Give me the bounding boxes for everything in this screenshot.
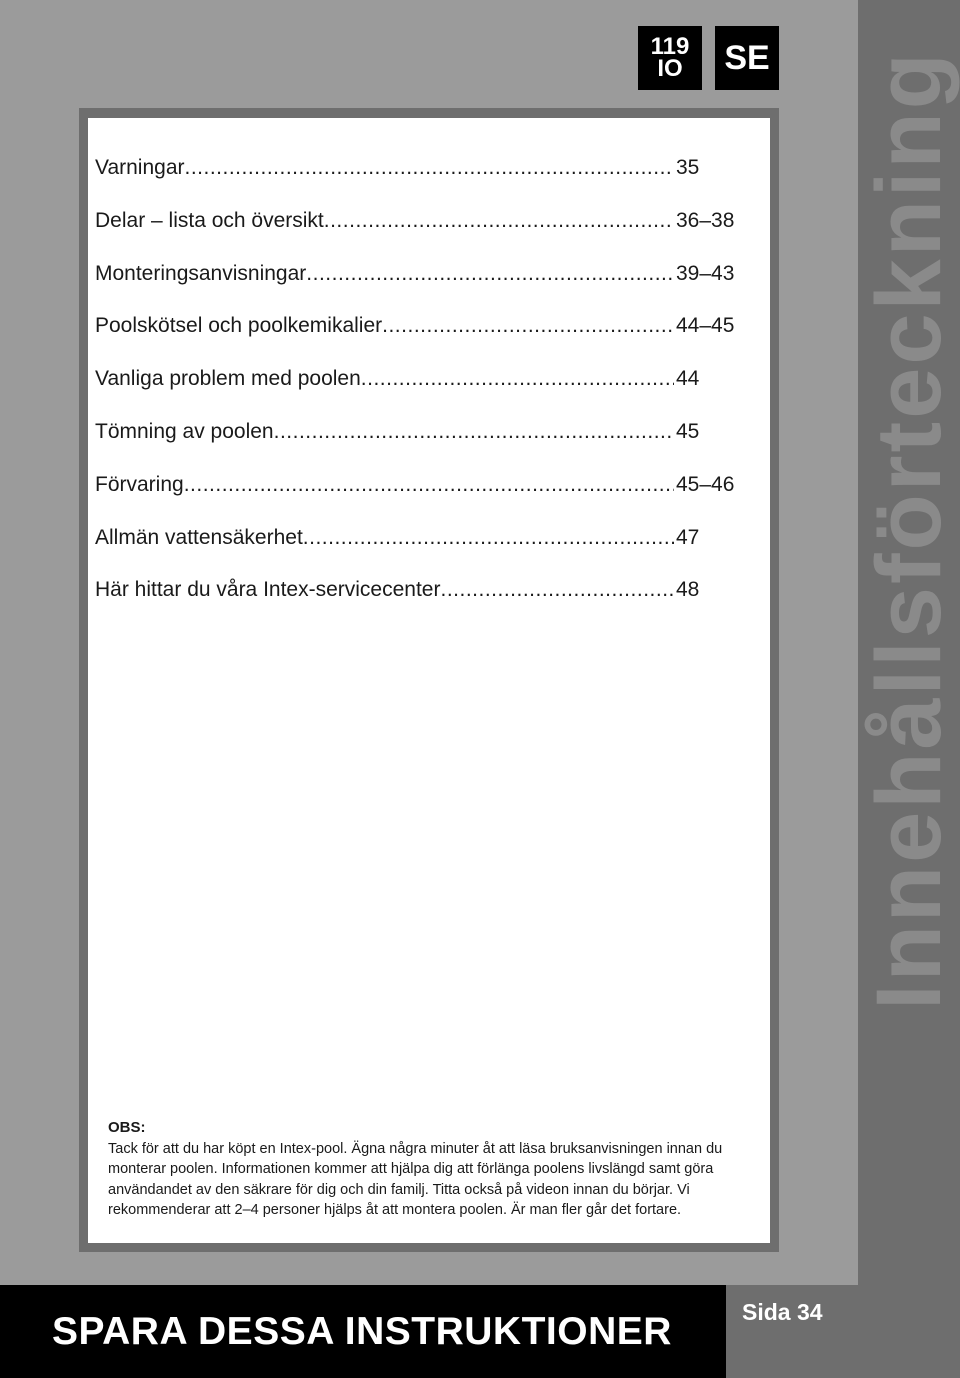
toc-entry-page: 36–38 [676,208,735,232]
toc-entry-title: Förvaring [95,472,184,496]
toc-entry-title: Delar – lista och översikt [95,208,324,232]
toc-entry-page: 47 [676,525,700,549]
content-panel-inner [88,118,770,1243]
toc-leader-dots [361,367,674,391]
note-block [108,1118,758,1221]
product-code-line2: IO [657,55,683,82]
footer-bar [0,1285,726,1378]
toc-leader-dots [184,473,674,497]
toc-entry[interactable] [95,578,738,631]
toc-entry-title: Poolskötsel och poolkemikalier [95,314,383,338]
toc-entry[interactable] [95,156,738,209]
language-badge: SE [715,26,779,90]
toc-entry-title: Här hittar du våra Intex-servicecenter [95,578,441,602]
toc-entry[interactable] [95,262,738,315]
table-of-contents [95,156,738,631]
section-title-vertical: Innehållsförteckning [858,50,960,1010]
toc-entry-title: Allmän vattensäkerhet [95,525,303,549]
page-number-box [726,1285,858,1378]
toc-entry-page: 44–45 [676,314,735,338]
note-text: Tack för att du har köpt en Intex-pool. Ägna några minuter åt att läsa bruksanvisningen innan du monterar poolen. Informationen kommer att hjälpa dig att förlänga poolens livslängd samt göra användandet av den säkrare för dig och din familj. Titta också på videon innan du börjar. Vi rekommenderar att 2–4 personer hjälps åt att montera poolen. Är man fler går det fortare. [108,1140,723,1218]
content-panel [79,108,779,1252]
toc-leader-dots [303,526,674,550]
toc-leader-dots [382,314,674,338]
toc-entry-title: Varningar [95,156,185,179]
toc-entry-title: Vanliga problem med poolen [95,367,361,391]
toc-entry-page: 45 [676,419,700,443]
toc-leader-dots [306,262,674,286]
toc-leader-dots [440,578,674,602]
toc-entry-title: Monteringsanvisningar [95,261,307,285]
product-code-line1: 119 [650,32,690,60]
toc-leader-dots [274,420,674,444]
page-number: Sida 34 [742,1299,823,1325]
toc-entry[interactable] [95,209,738,262]
toc-entry-page: 35 [676,156,700,179]
footer-instruction: SPARA DESSA INSTRUKTIONER [52,1309,672,1353]
toc-entry[interactable] [95,420,738,473]
toc-entry[interactable] [95,314,738,367]
note-label: OBS: [108,1119,146,1136]
toc-entry-page: 44 [676,367,700,391]
toc-entry[interactable] [95,367,738,420]
toc-entry-title: Tömning av poolen [95,419,274,443]
toc-entry-page: 39–43 [676,261,735,285]
toc-entry-page: 45–46 [676,472,735,496]
toc-entry[interactable] [95,526,738,579]
toc-leader-dots [324,209,674,233]
toc-leader-dots [185,156,675,180]
product-code-badge [638,26,702,90]
toc-entry[interactable] [95,473,738,526]
toc-entry-page: 48 [676,578,700,602]
